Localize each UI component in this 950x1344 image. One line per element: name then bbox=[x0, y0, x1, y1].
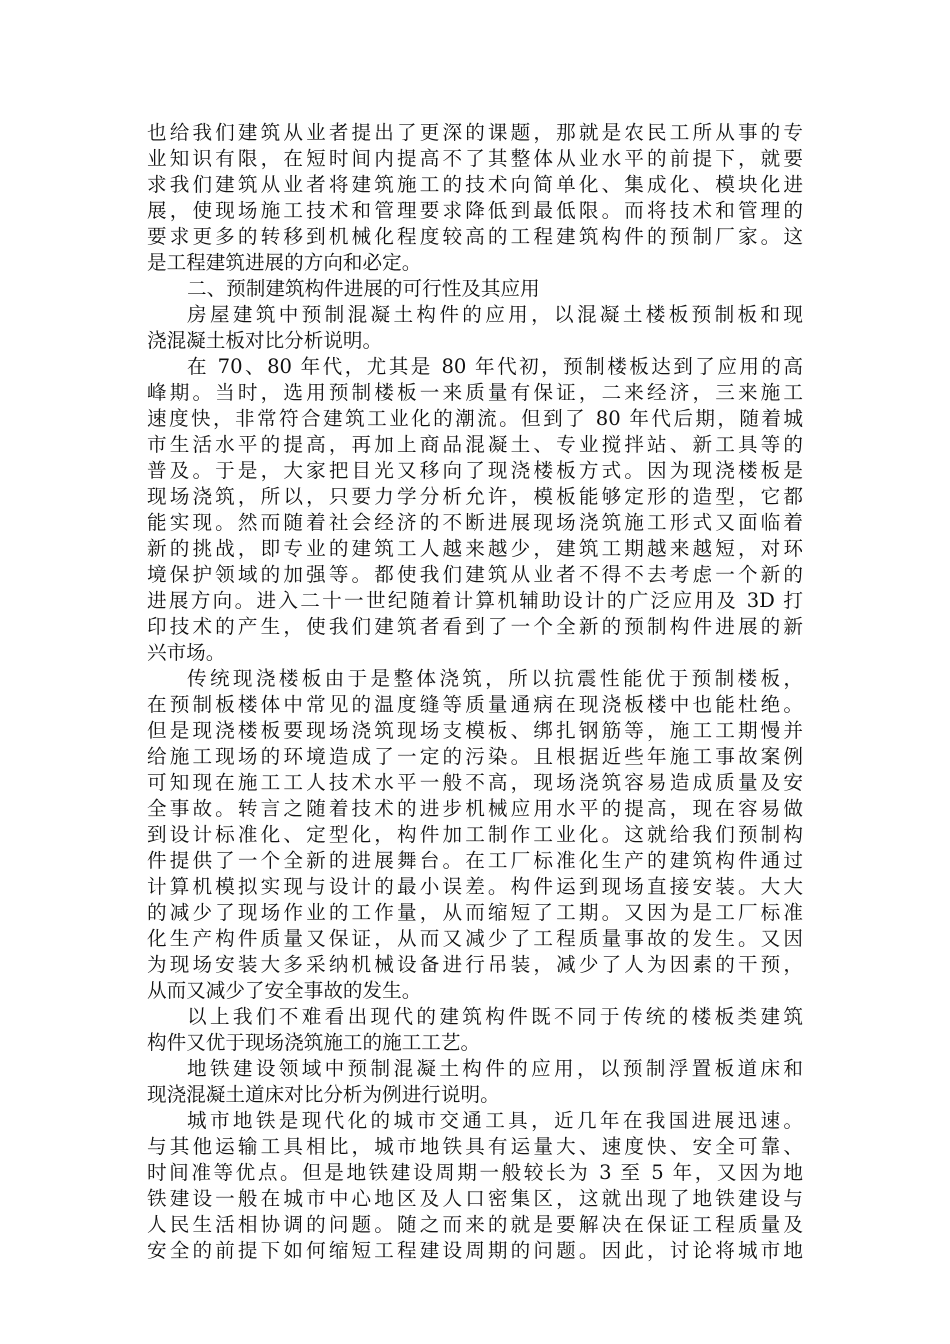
text-line: 在 70、80 年代，尤其是 80 年代初，预制楼板达到了应用的高 bbox=[187, 355, 803, 378]
text-line: 浇混凝土板对比分析说明。 bbox=[147, 329, 383, 352]
text-line: 构件又优于现场浇筑施工的施工工艺。 bbox=[147, 1031, 481, 1054]
text-line: 可知现在施工工人技术水平一般不高，现场浇筑容易造成质量及安 bbox=[147, 771, 803, 794]
text-line: 传统现浇楼板由于是整体浇筑，所以抗震性能优于预制楼板， bbox=[187, 667, 803, 690]
text-line: 房屋建筑中预制混凝土构件的应用，以混凝土楼板预制板和现 bbox=[187, 303, 803, 326]
text-line: 普及。于是，大家把目光又移向了现浇楼板方式。因为现浇楼板是 bbox=[147, 459, 803, 482]
text-line: 计算机模拟实现与设计的最小误差。构件运到现场直接安装。大大 bbox=[147, 875, 803, 898]
text-line: 化生产构件质量又保证，从而又减少了工程质量事故的发生。又因 bbox=[147, 927, 803, 950]
text-line: 现场浇筑，所以，只要力学分析允许，模板能够定形的造型，它都 bbox=[147, 485, 803, 508]
text-line: 安全的前提下如何缩短工程建设周期的问题。因此，讨论将城市地 bbox=[147, 1239, 803, 1262]
text-line: 新的挑战，即专业的建筑工人越来越少，建筑工期越来越短，对环 bbox=[147, 537, 803, 560]
text-line: 展，使现场施工技术和管理要求降低到最低限。而将技术和管理的 bbox=[147, 199, 803, 222]
text-line: 要求更多的转移到机械化程度较高的工程建筑构件的预制厂家。这 bbox=[147, 225, 803, 248]
text-line: 是工程建筑进展的方向和必定。 bbox=[147, 251, 422, 274]
text-line: 也给我们建筑从业者提出了更深的课题，那就是农民工所从事的专 bbox=[147, 121, 803, 144]
text-line: 业知识有限，在短时间内提高不了其整体从业水平的前提下，就要 bbox=[147, 147, 803, 170]
text-line: 市生活水平的提高，再加上商品混凝土、专业搅拌站、新工具等的 bbox=[147, 433, 803, 456]
text-line: 时间准等优点。但是地铁建设周期一般较长为 3 至 5 年，又因为地 bbox=[147, 1161, 803, 1184]
text-line: 境保护领域的加强等。都使我们建筑从业者不得不去考虑一个新的 bbox=[147, 563, 803, 586]
text-line: 地铁建设领域中预制混凝土构件的应用，以预制浮置板道床和 bbox=[187, 1057, 803, 1080]
text-line: 为现场安装大多采纳机械设备进行吊装，减少了人为因素的干预， bbox=[147, 953, 803, 976]
text-line: 峰期。当时，选用预制楼板一来质量有保证，二来经济，三来施工 bbox=[147, 381, 803, 404]
text-line: 但是现浇楼板要现场浇筑现场支模板、绑扎钢筋等，施工工期慢并 bbox=[147, 719, 803, 742]
text-line: 印技术的产生，使我们建筑者看到了一个全新的预制构件进展的新 bbox=[147, 615, 803, 638]
text-line: 从而又减少了安全事故的发生。 bbox=[147, 979, 422, 1002]
text-line: 能实现。然而随着社会经济的不断进展现场浇筑施工形式又面临着 bbox=[147, 511, 803, 534]
text-line: 到设计标准化、定型化，构件加工制作工业化。这就给我们预制构 bbox=[147, 823, 803, 846]
text-line: 以上我们不难看出现代的建筑构件既不同于传统的楼板类建筑 bbox=[187, 1005, 803, 1028]
text-line: 速度快，非常符合建筑工业化的潮流。但到了 80 年代后期，随着城 bbox=[147, 407, 803, 430]
text-line: 人民生活相协调的问题。随之而来的就是要解决在保证工程质量及 bbox=[147, 1213, 803, 1236]
text-line: 铁建设一般在城市中心地区及人口密集区，这就出现了地铁建设与 bbox=[147, 1187, 803, 1210]
text-line: 与其他运输工具相比，城市地铁具有运量大、速度快、安全可靠、 bbox=[147, 1135, 803, 1158]
document-body bbox=[147, 120, 803, 1264]
text-line: 兴市场。 bbox=[147, 641, 226, 664]
section-heading: 二、预制建筑构件进展的可行性及其应用 bbox=[187, 277, 540, 300]
text-line: 城市地铁是现代化的城市交通工具，近几年在我国进展迅速。 bbox=[187, 1109, 803, 1132]
text-line: 全事故。转言之随着技术的进步机械应用水平的提高，现在容易做 bbox=[147, 797, 803, 820]
text-line: 现浇混凝土道床对比分析为例进行说明。 bbox=[147, 1083, 500, 1106]
text-line: 给施工现场的环境造成了一定的污染。且根据近些年施工事故案例 bbox=[147, 745, 803, 768]
text-line: 进展方向。进入二十一世纪随着计算机辅助设计的广泛应用及 3D 打 bbox=[147, 589, 803, 612]
text-line: 的减少了现场作业的工作量，从而缩短了工期。又因为是工厂标准 bbox=[147, 901, 803, 924]
text-line: 求我们建筑从业者将建筑施工的技术向简单化、集成化、模块化进 bbox=[147, 173, 803, 196]
text-line: 件提供了一个全新的进展舞台。在工厂标准化生产的建筑构件通过 bbox=[147, 849, 803, 872]
text-line: 在预制板楼体中常见的温度缝等质量通病在现浇板楼中也能杜绝。 bbox=[147, 693, 803, 716]
